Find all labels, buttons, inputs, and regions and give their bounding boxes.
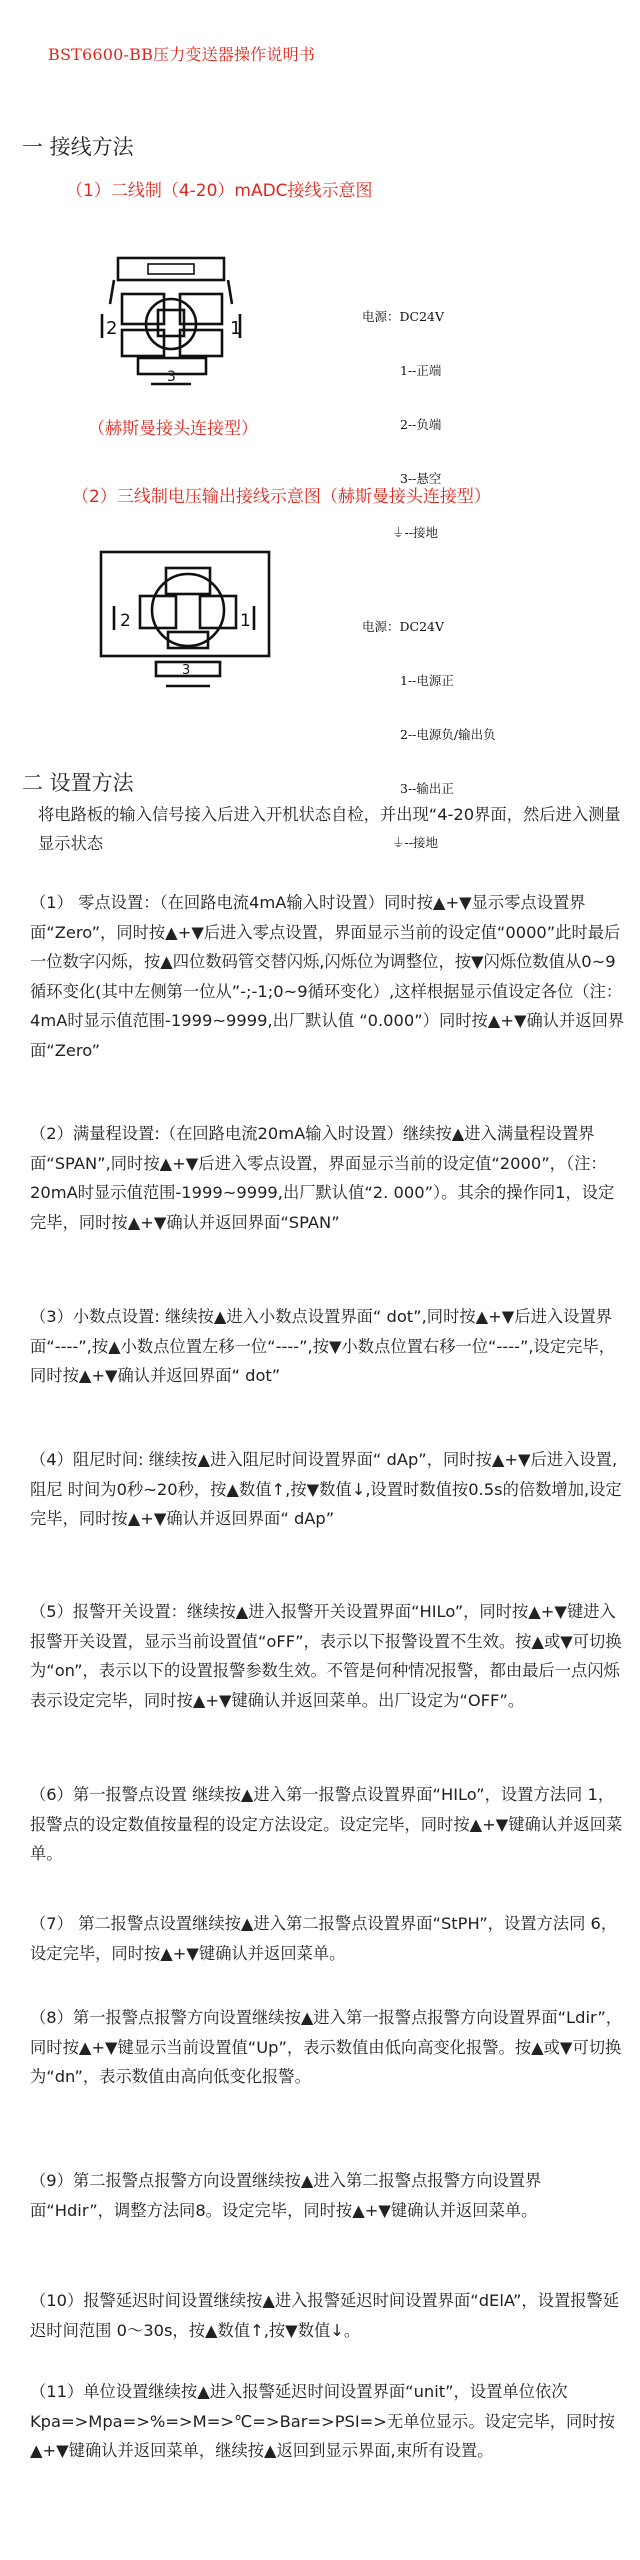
pin-block-right	[200, 596, 236, 628]
step-2-span-setting: （2）满量程设置:（在回路电流20mA输入时设置）继续按▲进入满量程设置界面“SPAN”,同时按▲+▼后进入零点设置，界面显示当前的设定值“2000”，（注：20mA时显示值范围-1999~9999,出厂默认值“2. 000”）。其余的操作同1，设定完毕，同时按▲+▼确认并返回界面“SPAN”	[30, 1124, 615, 1232]
pin-2-label: 2	[106, 318, 118, 339]
connector-body-lines	[110, 280, 232, 304]
two-wire-diagram-caption: （1）二线制（4-20）mADC接线示意图	[66, 181, 373, 201]
pin-1-label: 1	[240, 611, 251, 631]
step-10-alarm-delay: （10）报警延迟时间设置继续按▲进入报警延迟时间设置界面“dElA”，设置报警延迟时间范围 0～30s，按▲数值↑,按▼数值↓。	[30, 2291, 620, 2340]
pin-3-label: 3	[167, 369, 176, 385]
legend-1-ground: ⏚--接地	[392, 525, 438, 540]
legend-2-pin3: 3--输出正	[400, 781, 454, 796]
connector-type-caption-1: （赫斯曼接头连接型）	[88, 419, 258, 439]
settings-intro-paragraph: 将电路板的输入信号接入后进入开机状态自检，并出现“4-20界面，然后进入测量显示状态	[38, 805, 621, 853]
three-wire-diagram-caption: （2）三线制电压输出接线示意图（赫斯曼接头连接型）	[72, 487, 491, 507]
step-9-second-alarm-direction: （9）第二报警点报警方向设置继续按▲进入第二报警点报警方向设置界面“Hdir”，调整方法同8。设定完毕，同时按▲+▼键确认并返回菜单。	[30, 2171, 542, 2220]
step-5-alarm-switch: （5）报警开关设置：继续按▲进入报警开关设置界面“HILo”，同时按▲+▼键进入报警开关设置，显示当前设置值“oFF”，表示以下报警设置不生效。按▲或▼可切换为“on”，表示以下的设置报警参数生效。不管是何种情况报警，都由最后一点闪烁表示设定完毕，同时按▲+▼键确认并返回菜单。出厂设定为“OFF”。	[30, 1602, 622, 1710]
step-11-unit-setting: （11）单位设置继续按▲进入报警延迟时间设置界面“unit”，设置单位依次Kpa=>Mpa=>%=>M=>℃=>Bar=>PSI=>无单位显示。设定完毕，同时按▲+▼键确认并返回菜单，继续按▲返回到显示界面,束所有设置。	[30, 2382, 615, 2460]
legend-2-ground: ⏚--接地	[392, 835, 438, 850]
pin-1-label: 1	[230, 318, 242, 339]
section-heading-settings: 二 设置方法	[22, 771, 134, 795]
connector-center-ring	[152, 574, 224, 646]
step-6-first-alarm-point: （6）第一报警点设置 继续按▲进入第一报警点设置界面“HILo”，设置方法同 1，报警点的设定数值按量程的设定方法设定。设定完毕，同时按▲+▼键确认并返回菜单。	[30, 1785, 623, 1863]
legend-2-pin1: 1--电源正	[400, 673, 454, 688]
step-3-decimal-point: （3）小数点设置: 继续按▲进入小数点设置界面“ dot”,同时按▲+▼后进入设置界面“----”,按▲小数点位置左移一位“----”,按▼小数点位置右移一位“----”,设定完毕，同时按▲+▼确认并返回界面“ dot”	[30, 1307, 615, 1385]
pin-block-left	[140, 596, 176, 628]
legend-1-pin3: 3--悬空	[400, 471, 442, 486]
step-1-zero-setting: （1） 零点设置：（在回路电流4mA输入时设置）同时按▲+▼显示零点设置界面“Zero”，同时按▲+▼后进入零点设置，界面显示当前的设定值“0000”此时最后一位数字闪烁，按▲四位数码管交替闪烁,闪烁位为调整位，按▼闪烁位数值从0~9循环变化(其中左侧第一位从”-;-1;0~9循环变化）,这样根据显示值设定各位（注：4mA时显示值范围-1999~9999,出厂默认值 “0.000”）同时按▲+▼确认并返回界面“Zero”	[30, 893, 625, 1060]
pin-2-label: 2	[120, 611, 131, 631]
connector-side-brackets	[114, 606, 254, 630]
hirschmann-connector-diagram-2	[96, 546, 296, 706]
legend-1-power: 电源：DC24V	[362, 309, 445, 324]
pin-3-label: 3	[182, 663, 191, 678]
document-title: BST6600-BB压力变送器操作说明书	[48, 45, 316, 64]
hirschmann-connector-diagram-1	[96, 250, 296, 400]
legend-2-pin2: 2--电源负/输出负	[400, 727, 496, 742]
step-8-first-alarm-direction: （8）第一报警点报警方向设置继续按▲进入第一报警点报警方向设置界面“Ldir”，同时按▲+▼键显示当前设置值“Up”，表示数值由低向高变化报警。按▲或▼可切换为“dn”，表示数值由高向低变化报警。	[30, 2008, 623, 2086]
section-heading-wiring: 一 接线方法	[22, 135, 134, 159]
step-4-damping-time: （4）阻尼时间: 继续按▲进入阻尼时间设置界面“ dAp”，同时按▲+▼后进入设置,阻尼 时间为0秒~20秒，按▲数值↑,按▼数值↓,设置时数值按0.5s的倍数增加,设定完毕，同时按▲+▼确认并返回界面“ dAp”	[30, 1450, 622, 1528]
connector-top-tab	[118, 258, 224, 280]
connector-top-slot	[148, 264, 194, 274]
step-7-second-alarm-point: （7） 第二报警点设置继续按▲进入第二报警点设置界面“StPH”，设置方法同 6，设定完毕，同时按▲+▼键确认并返回菜单。	[30, 1914, 618, 1963]
legend-1-pin2: 2--负端	[400, 417, 442, 432]
diagram-1-legend	[362, 272, 444, 560]
legend-2-power: 电源：DC24V	[362, 619, 445, 634]
pin-block-right	[180, 294, 222, 324]
legend-1-pin1: 1--正端	[400, 363, 442, 378]
pin-block-top	[166, 568, 210, 594]
